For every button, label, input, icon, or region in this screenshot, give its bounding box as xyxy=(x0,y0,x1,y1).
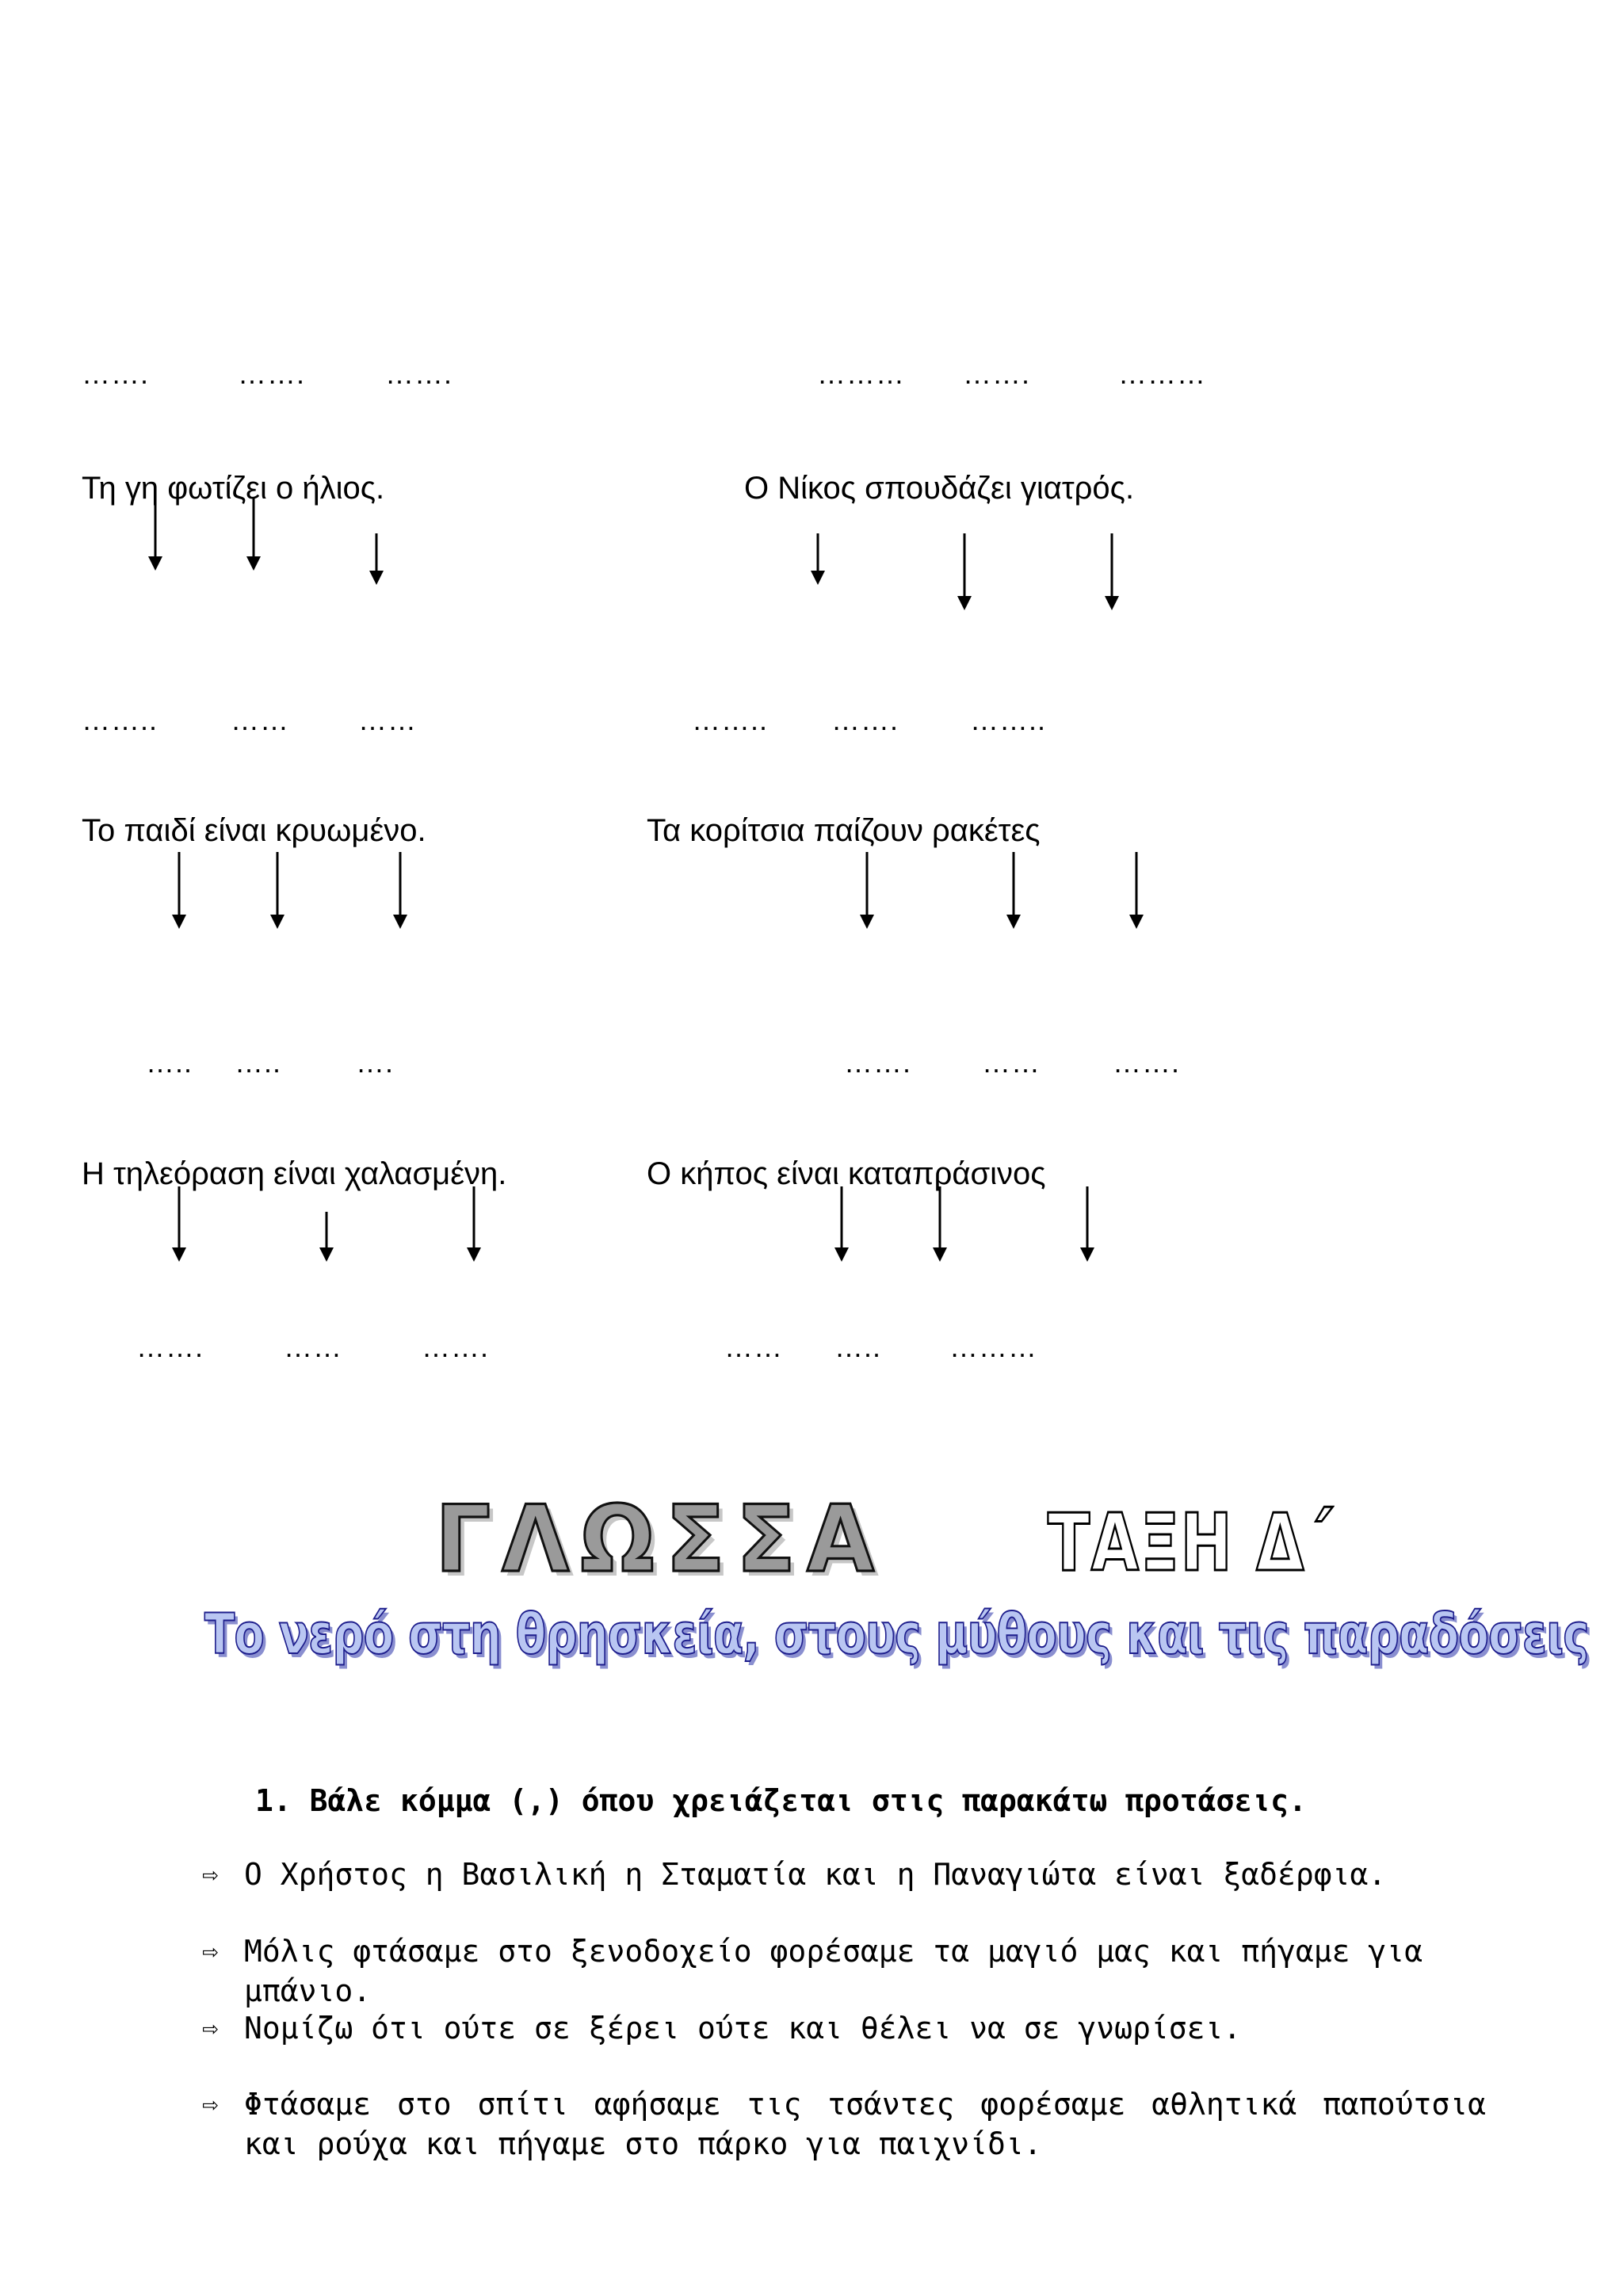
sentence: Τα κορίτσια παίζουν ρακέτες xyxy=(647,813,1041,848)
blank-dots: …… xyxy=(982,1046,1041,1079)
arrow-bullet-icon: ⇨ xyxy=(202,2088,219,2120)
blank-dots: ….. xyxy=(146,1046,193,1079)
arrow-bullet-icon: ⇨ xyxy=(202,1935,219,1967)
blank-dots: ……. xyxy=(82,357,150,390)
blank-dots: …… xyxy=(284,1331,342,1363)
blank-dots: ……… xyxy=(949,1331,1037,1363)
grade-title: ΤΑΞΗ Δ΄ xyxy=(1048,1496,1335,1589)
subject-title: ΓΛΩΣΣΑ xyxy=(435,1485,886,1593)
blank-dots: ……. xyxy=(831,704,899,736)
arrow-bullet-icon: ⇨ xyxy=(202,2012,219,2044)
sentence: Η τηλεόραση είναι χαλασμένη. xyxy=(82,1156,507,1191)
arrow-bullet-icon: ⇨ xyxy=(202,1859,219,1890)
blank-dots: …… xyxy=(231,704,289,736)
sentence: Το παιδί είναι κρυωμένο. xyxy=(82,813,426,848)
blank-dots: …….. xyxy=(82,704,158,736)
blank-dots: ……… xyxy=(817,357,905,390)
exercise-sentence: ⇨ Φτάσαμε στο σπίτι αφήσαμε τις τσάντες φορέσαμε αθλητικά παπούτσια και ρούχα και πήγαμε στο πάρκο για παιχνίδι. xyxy=(202,2084,1486,2164)
blank-dots: …. xyxy=(356,1046,395,1079)
blank-dots: ……. xyxy=(136,1331,204,1363)
topic-title: Το νερό στη θρησκεία, στους μύθους και τις παραδόσεις xyxy=(204,1602,1589,1667)
exercise-sentence: ⇨ Νομίζω ότι ούτε σε ξέρει ούτε και θέλει να σε γνωρίσει. xyxy=(202,2008,1486,2048)
exercise-sentence: ⇨ Ο Χρήστος η Βασιλική η Σταματία και η Παναγιώτα είναι ξαδέρφια. xyxy=(202,1855,1486,1894)
blank-dots: ……. xyxy=(385,357,453,390)
blank-dots: ……. xyxy=(238,357,306,390)
sentence: Ο Νίκος σπουδάζει γιατρός. xyxy=(744,471,1135,506)
blank-dots: ….. xyxy=(235,1046,282,1079)
exercise-sentence: ⇨ Μόλις φτάσαμε στο ξενοδοχείο φορέσαμε τα μαγιό μας και πήγαμε για μπάνιο. xyxy=(202,1931,1486,2011)
blank-dots: ……… xyxy=(1118,357,1206,390)
blank-dots: ……. xyxy=(844,1046,912,1079)
sentence: Τη γη φωτίζει ο ήλιος. xyxy=(82,471,385,506)
blank-dots: …… xyxy=(358,704,417,736)
exercise-instruction: 1. Βάλε κόμμα (,) όπου χρειάζεται στις παρακάτω προτάσεις. xyxy=(255,1783,1307,1818)
blank-dots: …… xyxy=(724,1331,783,1363)
blank-dots: …….. xyxy=(970,704,1047,736)
blank-dots: ….. xyxy=(834,1331,882,1363)
blank-dots: ……. xyxy=(422,1331,490,1363)
blank-dots: ……. xyxy=(1113,1046,1181,1079)
blank-dots: ……. xyxy=(963,357,1031,390)
blank-dots: …….. xyxy=(692,704,769,736)
sentence: Ο κήπος είναι καταπράσινος xyxy=(647,1156,1046,1191)
